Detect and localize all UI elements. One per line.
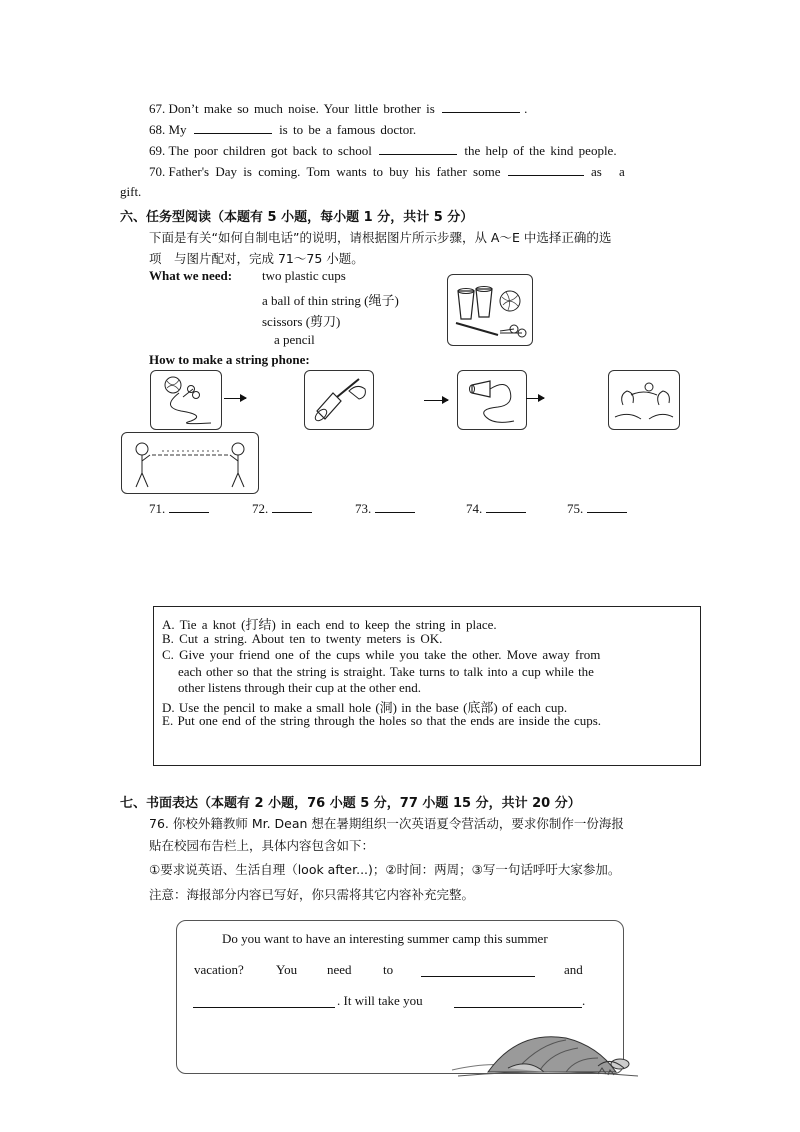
- step-picture-talk-through-cups: [121, 432, 259, 494]
- question-68: [149, 121, 416, 138]
- step-picture-thread-string: [457, 370, 527, 430]
- poster-word: to: [383, 962, 394, 977]
- answer-blank[interactable]: [375, 500, 415, 513]
- poster-word: and: [564, 962, 583, 977]
- poster-blank-2[interactable]: [193, 995, 335, 1008]
- step-picture-tie-knot: [608, 370, 680, 430]
- poster-blank-3[interactable]: [454, 995, 582, 1008]
- step-arrow: [224, 398, 246, 399]
- section-6-title: 六、任务型阅读（本题有 5 小题，每小题 1 分，共计 5 分）: [120, 210, 474, 225]
- option-c-line-3: other listens through their cup at the other end.: [178, 680, 421, 695]
- answer-blank[interactable]: [587, 500, 627, 513]
- option-a: A. Tie a knot (打结) in each end to keep the string in place.: [162, 617, 497, 632]
- answer-72: 72.: [252, 500, 316, 517]
- question-70-wrap: gift.: [120, 184, 142, 199]
- tent-illustration: [448, 1028, 644, 1080]
- poster-word: need: [327, 962, 352, 977]
- need-item-2: a ball of thin string (绳子): [262, 293, 399, 308]
- question-70: [149, 163, 625, 180]
- answer-73: 73.: [355, 500, 419, 517]
- answer-71: 71.: [149, 500, 213, 517]
- q76-line-4: 注意：海报部分内容已写好，你只需将其它内容补充完整。: [149, 887, 475, 902]
- question-number: 70.: [149, 164, 166, 179]
- section-7-title: 七、书面表达（本题有 2 小题，76 小题 5 分，77 小题 15 分，共计 20 分）: [120, 796, 581, 811]
- option-b: B. Cut a string. About ten to twenty meters is OK.: [162, 631, 443, 646]
- question-number: 67.: [149, 101, 166, 116]
- section-6-intro-1: 下面是有关“如何自制电话”的说明，请根据图片所示步骤，从 A～E 中选择正确的选: [149, 230, 612, 245]
- step-arrow: [424, 400, 448, 401]
- question-number: 68.: [149, 122, 166, 137]
- question-67: 67. Don’t make so much noise. Your little brother is .: [149, 101, 528, 116]
- question-text-after: the help of the kind people.: [464, 143, 617, 158]
- step-picture-make-hole: [304, 370, 374, 430]
- poster-word: You: [276, 962, 298, 977]
- q76-line-3: ①要求说英语、生活自理（look after...)；②时间：两周；③写一句话呼吁大家参加。: [149, 862, 621, 877]
- answer-blank[interactable]: [379, 142, 457, 155]
- poster-blank-1[interactable]: [421, 964, 535, 977]
- option-c-line-1: C. Give your friend one of the cups while you take the other. Move away from: [162, 647, 601, 662]
- step-arrow: [526, 398, 544, 399]
- q76-line-2: 贴在校园布告栏上，具体内容包含如下：: [149, 838, 375, 853]
- answer-74: 74.: [466, 500, 530, 517]
- question-text: My: [168, 122, 187, 137]
- q76-line-1: 76. 你校外籍教师 Mr. Dean 想在暑期组织一次英语夏令营活动，要求你制作一份海报: [149, 816, 624, 831]
- answer-blank[interactable]: [486, 500, 526, 513]
- answer-blank[interactable]: [442, 100, 520, 113]
- answer-blank[interactable]: [194, 121, 272, 134]
- question-text: Don’t make so much noise. Your little brother is: [168, 101, 435, 116]
- answer-75: 75.: [567, 500, 631, 517]
- question-text-after: as a: [590, 164, 625, 179]
- poster-text: .: [582, 993, 586, 1008]
- poster-line-1: Do you want to have an interesting summer camp this summer: [222, 931, 548, 946]
- poster-text: . It will take you: [337, 993, 423, 1008]
- question-number: 69.: [149, 143, 166, 158]
- option-e: E. Put one end of the string through the holes so that the ends are inside the cups.: [162, 713, 602, 728]
- materials-illustration: [447, 274, 533, 346]
- poster-word: vacation?: [194, 962, 244, 977]
- option-d: D. Use the pencil to make a small hole (洞) in the base (底部) of each cup.: [162, 700, 568, 715]
- answer-blank[interactable]: [508, 163, 584, 176]
- question-69: [149, 142, 617, 159]
- question-text-after: is to be a famous doctor.: [279, 122, 417, 137]
- what-we-need-label: What we need:: [149, 268, 233, 283]
- need-item-1: two plastic cups: [262, 268, 346, 283]
- section-6-intro-2: 项 与图片配对，完成 71～75 小题。: [149, 251, 364, 266]
- answer-blank[interactable]: [272, 500, 312, 513]
- question-text: The poor children got back to school: [168, 143, 372, 158]
- option-c-line-2: each other so that the string is straight. Take turns to talk into a cup while the: [178, 664, 594, 679]
- need-item-4: a pencil: [274, 332, 315, 347]
- step-picture-cut-string: [150, 370, 222, 430]
- need-item-3: scissors (剪刀): [262, 314, 341, 329]
- answer-blank[interactable]: [169, 500, 209, 513]
- question-text: Father's Day is coming. Tom wants to buy his father some: [168, 164, 501, 179]
- how-to-label: How to make a string phone:: [149, 352, 310, 367]
